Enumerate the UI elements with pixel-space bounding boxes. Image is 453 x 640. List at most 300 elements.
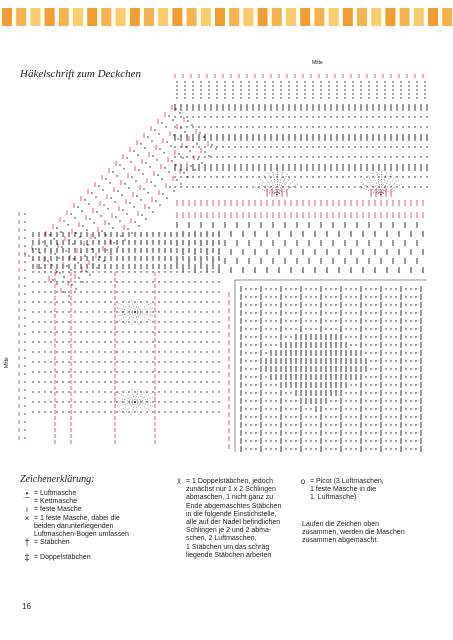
chain-dot	[177, 138, 178, 139]
chain-dot	[66, 265, 67, 266]
chain-dot	[315, 296, 316, 297]
chain-dot	[38, 411, 39, 412]
chain-dot	[415, 392, 416, 393]
chain-dot	[152, 281, 153, 282]
chain-dot	[405, 384, 406, 385]
chain-dot	[390, 424, 391, 425]
chain-dot	[208, 85, 209, 86]
chain-dot	[390, 384, 391, 385]
chain-dot	[275, 296, 276, 297]
chain-dot	[200, 401, 201, 402]
stripe-block	[73, 8, 83, 26]
chain-dot	[176, 97, 177, 98]
chain-dot	[245, 392, 246, 393]
chain-dot	[370, 288, 371, 289]
chain-dot	[275, 440, 276, 441]
chain-dot	[92, 341, 93, 342]
chain-dot	[232, 89, 233, 90]
chain-dot	[121, 194, 122, 195]
chain-dot	[128, 291, 129, 292]
chain-dot	[122, 331, 123, 332]
chain-dot	[424, 97, 425, 98]
chain-dot	[245, 360, 246, 361]
chain-dot	[212, 311, 213, 312]
chain-dot	[312, 156, 313, 157]
chain-dot	[245, 344, 246, 345]
chain-dot	[426, 176, 427, 177]
chain-dot	[360, 146, 361, 147]
chain-dot	[128, 331, 129, 332]
chain-dot	[212, 351, 213, 352]
chain-dot	[232, 93, 233, 94]
chain-dot	[270, 126, 271, 127]
chain-dot	[336, 156, 337, 157]
chain-dot	[345, 440, 346, 441]
chain-dot	[212, 341, 213, 342]
chain-dot	[355, 384, 356, 385]
chain-dot	[290, 400, 291, 401]
chain-dot	[255, 344, 256, 345]
chain-dot	[270, 296, 271, 297]
chain-dot	[395, 312, 396, 313]
chain-dot	[68, 381, 69, 382]
chain-dot	[255, 400, 256, 401]
chain-dot	[133, 150, 134, 151]
chain-dot	[405, 400, 406, 401]
chain-dot	[75, 232, 76, 233]
chain-dot	[275, 384, 276, 385]
chain-dot	[216, 156, 217, 157]
chain-dot	[348, 186, 349, 187]
chain-dot	[385, 376, 386, 377]
chain-dot	[58, 257, 59, 258]
chain-dot	[50, 341, 51, 342]
chain-dot	[416, 81, 417, 82]
chain-dot	[188, 331, 189, 332]
chain-dot	[378, 156, 379, 157]
chain-dot	[288, 81, 289, 82]
chain-dot	[325, 320, 326, 321]
chain-dot	[375, 408, 376, 409]
chain-dot	[38, 341, 39, 342]
chain-dot	[370, 304, 371, 305]
chain-dot	[345, 296, 346, 297]
chain-dot	[140, 411, 141, 412]
chain-dot	[310, 312, 311, 313]
chain-dot	[216, 97, 217, 98]
chain-dot	[104, 351, 105, 352]
chain-dot	[395, 448, 396, 449]
chain-dot	[420, 146, 421, 147]
legend-note: Laufen die Zeichen oben zusammen, werden die Maschen zusammen abgemascht.	[302, 520, 405, 545]
chain-dot	[87, 244, 88, 245]
chain-dot	[265, 440, 266, 441]
chain-dot	[56, 271, 57, 272]
chain-dot	[38, 271, 39, 272]
chain-dot	[206, 301, 207, 302]
chain-dot	[310, 320, 311, 321]
chain-dot	[325, 296, 326, 297]
chain-dot	[86, 391, 87, 392]
chain-dot	[385, 448, 386, 449]
chain-dot	[140, 351, 141, 352]
chain-dot	[86, 321, 87, 322]
stripe-block	[158, 8, 168, 26]
fan-line	[135, 397, 156, 402]
chain-dot	[335, 328, 336, 329]
chain-dot	[136, 195, 137, 196]
chain-dot	[61, 246, 62, 247]
chain-dot	[385, 440, 386, 441]
chain-dot	[212, 411, 213, 412]
chain-dot	[74, 351, 75, 352]
chain-dot	[158, 331, 159, 332]
chain-dot	[128, 361, 129, 362]
fan-line	[381, 184, 402, 195]
chain-dot	[306, 126, 307, 127]
legend-item: ‡ = Doppelstäbchen	[20, 554, 160, 563]
chain-dot	[265, 432, 266, 433]
chain-dot	[110, 301, 111, 302]
chain-dot	[245, 448, 246, 449]
chain-dot	[50, 381, 51, 382]
chain-dot	[385, 328, 386, 329]
chain-dot	[32, 371, 33, 372]
chain-dot	[296, 81, 297, 82]
chain-dot	[270, 320, 271, 321]
chain-dot	[218, 371, 219, 372]
chain-dot	[275, 432, 276, 433]
chain-dot	[24, 285, 25, 286]
chain-dot	[328, 93, 329, 94]
chain-dot	[110, 411, 111, 412]
chain-dot	[224, 89, 225, 90]
chain-dot	[185, 146, 186, 147]
chain-dot	[210, 186, 211, 187]
chain-dot	[400, 85, 401, 86]
chain-dot	[324, 116, 325, 117]
chain-dot	[64, 291, 65, 292]
chain-dot	[158, 411, 159, 412]
chain-dot	[68, 371, 69, 372]
chain-dot	[101, 230, 102, 231]
chain-dot	[180, 183, 181, 184]
chain-dot	[44, 291, 45, 292]
chain-dot	[194, 401, 195, 402]
chain-dot	[250, 296, 251, 297]
chain-dot	[122, 381, 123, 382]
chain-dot	[122, 391, 123, 392]
chain-dot	[342, 156, 343, 157]
chain-dot	[385, 296, 386, 297]
chain-dot	[385, 400, 386, 401]
chain-dot	[255, 432, 256, 433]
chain-dot	[232, 97, 233, 98]
chain-dot	[158, 281, 159, 282]
chain-dot	[270, 416, 271, 417]
chain-dot	[122, 301, 123, 302]
chain-dot	[84, 199, 85, 200]
chain-dot	[330, 186, 331, 187]
fan-line	[118, 402, 135, 411]
chain-dot	[295, 328, 296, 329]
chain-dot	[67, 224, 68, 225]
chain-dot	[191, 124, 192, 125]
chain-dot	[275, 408, 276, 409]
chain-dot	[375, 448, 376, 449]
chain-dot	[285, 392, 286, 393]
chain-dot	[294, 156, 295, 157]
chain-dot	[234, 116, 235, 117]
chain-dot	[285, 424, 286, 425]
chain-dot	[395, 344, 396, 345]
chain-dot	[250, 408, 251, 409]
chain-dot	[250, 320, 251, 321]
stripe-block	[144, 8, 154, 26]
chain-dot	[370, 448, 371, 449]
chain-dot	[250, 392, 251, 393]
chain-dot	[390, 320, 391, 321]
chain-dot	[410, 344, 411, 345]
chain-dot	[365, 384, 366, 385]
chain-dot	[400, 89, 401, 90]
chain-dot	[315, 328, 316, 329]
chain-dot	[122, 371, 123, 372]
chain-dot	[110, 401, 111, 402]
chain-dot	[234, 186, 235, 187]
chain-dot	[206, 271, 207, 272]
chain-dot	[272, 81, 273, 82]
stripe-block	[400, 8, 410, 26]
chain-dot	[107, 208, 108, 209]
chain-dot	[370, 384, 371, 385]
chain-dot	[196, 143, 197, 144]
chain-dot	[375, 344, 376, 345]
chain-dot	[290, 312, 291, 313]
chain-dot	[208, 89, 209, 90]
chain-dot	[134, 221, 135, 222]
chain-dot	[91, 192, 92, 193]
chain-dot	[44, 361, 45, 362]
chain-dot	[200, 391, 201, 392]
chain-dot	[110, 391, 111, 392]
chain-dot	[38, 401, 39, 402]
chain-dot	[116, 271, 117, 272]
chain-dot	[140, 199, 141, 200]
chain-dot	[106, 249, 107, 250]
chain-dot	[375, 328, 376, 329]
chain-dot	[328, 97, 329, 98]
chain-dot	[161, 178, 162, 179]
chain-dot	[355, 392, 356, 393]
fan-line	[114, 312, 135, 317]
chain-dot	[395, 384, 396, 385]
chain-dot	[390, 156, 391, 157]
chain-dot	[86, 291, 87, 292]
chain-dot	[415, 408, 416, 409]
chain-dot	[395, 368, 396, 369]
chain-dot	[38, 351, 39, 352]
crochet-diagram	[15, 72, 435, 460]
chain-dot	[218, 281, 219, 282]
chain-dot	[152, 351, 153, 352]
chain-dot	[152, 341, 153, 342]
chain-dot	[365, 328, 366, 329]
chain-dot	[71, 284, 72, 285]
chain-dot	[192, 85, 193, 86]
chain-dot	[80, 381, 81, 382]
chain-dot	[129, 202, 130, 203]
chain-dot	[240, 93, 241, 94]
chain-dot	[92, 301, 93, 302]
chain-dot	[315, 416, 316, 417]
chain-dot	[250, 432, 251, 433]
chain-dot	[285, 400, 286, 401]
chain-dot	[182, 361, 183, 362]
chain-dot	[330, 296, 331, 297]
chain-dot	[255, 440, 256, 441]
chain-dot	[305, 408, 306, 409]
chain-dot	[92, 391, 93, 392]
chain-dot	[74, 301, 75, 302]
chain-dot	[385, 360, 386, 361]
chain-dot	[152, 155, 153, 156]
chain-dot	[158, 351, 159, 352]
chain-dot	[218, 341, 219, 342]
chain-dot	[182, 281, 183, 282]
chain-dot	[56, 311, 57, 312]
chain-dot	[74, 361, 75, 362]
chain-dot	[264, 97, 265, 98]
chain-dot	[355, 304, 356, 305]
chain-dot	[84, 255, 85, 256]
chain-dot	[265, 344, 266, 345]
chain-dot	[368, 89, 369, 90]
chain-dot	[312, 85, 313, 86]
legend-title: Zeichenerklärung:	[20, 474, 95, 485]
chain-dot	[294, 116, 295, 117]
chain-dot	[265, 296, 266, 297]
chain-dot	[140, 301, 141, 302]
chain-dot	[138, 225, 139, 226]
stripe-block	[371, 8, 381, 26]
fan-line	[135, 393, 152, 402]
chain-dot	[212, 321, 213, 322]
chain-dot	[32, 361, 33, 362]
chain-dot	[415, 304, 416, 305]
chain-dot	[122, 311, 123, 312]
chain-dot	[234, 176, 235, 177]
chain-dot	[328, 89, 329, 90]
chain-dot	[252, 176, 253, 177]
chain-dot	[134, 371, 135, 372]
chain-dot	[258, 146, 259, 147]
chain-dot	[206, 281, 207, 282]
chain-dot	[194, 361, 195, 362]
chain-dot	[122, 401, 123, 402]
chain-dot	[245, 432, 246, 433]
chain-dot	[204, 126, 205, 127]
chain-dot	[275, 392, 276, 393]
chain-dot	[180, 127, 181, 128]
chain-dot	[62, 271, 63, 272]
chain-dot	[128, 271, 129, 272]
chain-dot	[104, 361, 105, 362]
chain-dot	[285, 304, 286, 305]
chain-dot	[408, 156, 409, 157]
chain-dot	[74, 217, 75, 218]
chain-dot	[426, 126, 427, 127]
chain-dot	[344, 93, 345, 94]
chain-dot	[390, 328, 391, 329]
chain-dot	[240, 146, 241, 147]
chain-dot	[245, 440, 246, 441]
chain-dot	[370, 360, 371, 361]
chain-dot	[385, 336, 386, 337]
chain-dot	[162, 193, 163, 194]
chain-dot	[98, 291, 99, 292]
chain-dot	[24, 333, 25, 334]
chain-dot	[119, 164, 120, 165]
chain-dot	[294, 146, 295, 147]
chain-dot	[110, 271, 111, 272]
chain-dot	[116, 381, 117, 382]
chain-dot	[410, 440, 411, 441]
chain-dot	[282, 116, 283, 117]
chain-dot	[188, 381, 189, 382]
chain-dot	[310, 448, 311, 449]
chain-dot	[255, 368, 256, 369]
chain-dot	[355, 416, 356, 417]
chain-dot	[234, 146, 235, 147]
chain-dot	[38, 291, 39, 292]
chain-dot	[240, 116, 241, 117]
chain-dot	[250, 312, 251, 313]
chain-dot	[24, 373, 25, 374]
chain-dot	[206, 391, 207, 392]
chain-dot	[114, 201, 115, 202]
chain-dot	[201, 162, 202, 163]
chain-dot	[294, 186, 295, 187]
chain-dot	[405, 408, 406, 409]
chain-dot	[44, 401, 45, 402]
chain-dot	[384, 146, 385, 147]
chain-dot	[245, 376, 246, 377]
chain-dot	[86, 311, 87, 312]
chain-dot	[134, 291, 135, 292]
chain-dot	[180, 146, 181, 147]
chain-dot	[28, 255, 29, 256]
chain-dot	[330, 400, 331, 401]
chain-dot	[325, 416, 326, 417]
chain-dot	[415, 288, 416, 289]
chain-dot	[270, 392, 271, 393]
legend-item: ı = feste Masche	[20, 506, 160, 514]
chain-dot	[62, 301, 63, 302]
chain-dot	[275, 448, 276, 449]
chain-dot	[218, 311, 219, 312]
chain-dot	[68, 341, 69, 342]
chain-dot	[330, 176, 331, 177]
chain-dot	[98, 401, 99, 402]
chain-dot	[250, 336, 251, 337]
chain-dot	[170, 341, 171, 342]
chain-dot	[365, 376, 366, 377]
chain-dot	[408, 85, 409, 86]
chain-dot	[168, 115, 169, 116]
chain-dot	[264, 81, 265, 82]
chain-dot	[365, 392, 366, 393]
